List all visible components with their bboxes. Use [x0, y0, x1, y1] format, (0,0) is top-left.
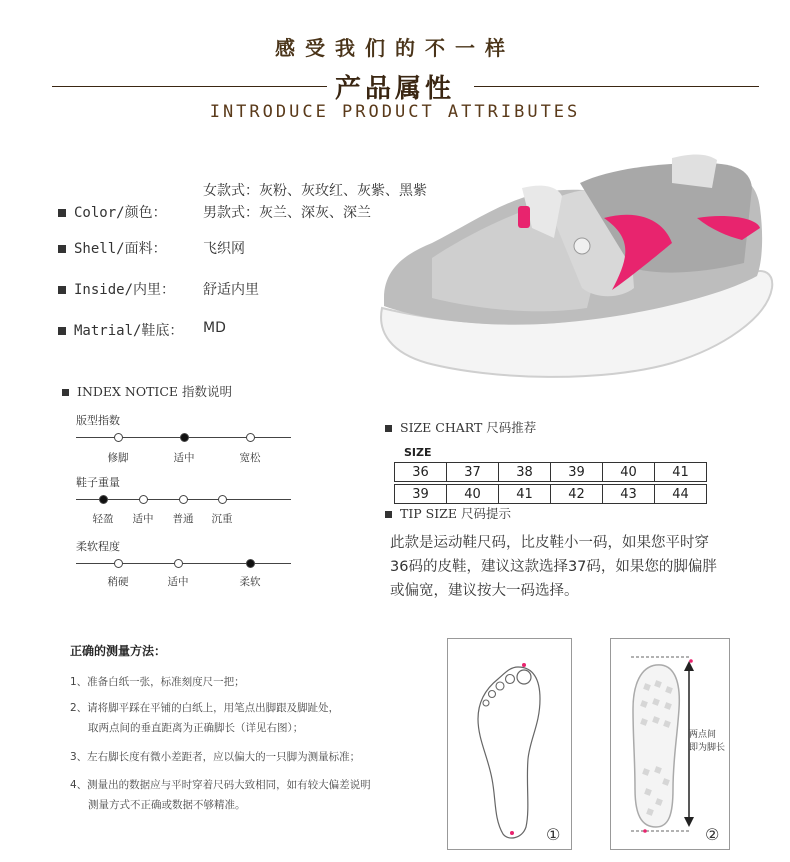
- scale-weight-option: 适中: [132, 513, 154, 525]
- index-notice-heading-text: INDEX NOTICE 指数说明: [77, 384, 233, 399]
- size-table: [394, 462, 707, 482]
- figure2-note: [689, 729, 725, 755]
- scale-fit-dot-selected: [180, 433, 189, 442]
- matrial-label: Matrial/鞋底：: [74, 323, 184, 339]
- bullet-square-icon: [58, 209, 66, 217]
- tip-size-heading-text: TIP SIZE 尺码提示: [400, 506, 511, 521]
- bullet-square-icon: [58, 245, 66, 253]
- bullet-square-icon: [58, 286, 66, 294]
- attr-color-row: [58, 202, 167, 222]
- size-row-women: [395, 463, 707, 482]
- bullet-square-icon: [58, 327, 66, 335]
- inside-value: 舒适内里: [203, 282, 259, 298]
- tip-size-heading: [385, 504, 511, 522]
- page-subtitle: INTRODUCE PRODUCT ATTRIBUTES: [209, 102, 581, 122]
- size-chart-heading: [385, 418, 536, 436]
- foot-figure: [447, 638, 572, 850]
- size-cell: 39: [551, 463, 603, 482]
- scale-soft-dot: [114, 559, 123, 568]
- size-cell: 39: [395, 485, 447, 504]
- size-cell: 41: [499, 485, 551, 504]
- figure2-note-line: 即为脚长: [689, 743, 726, 753]
- scale-weight-dot: [179, 495, 188, 504]
- measurement-step: 2、请将脚平踩在平铺的白纸上，用笔点出脚跟及脚趾处，: [70, 702, 340, 714]
- size-cell: 41: [655, 463, 707, 482]
- scale-soft-title: 柔软程度: [76, 540, 120, 553]
- size-cell: 40: [447, 485, 499, 504]
- size-cell: 43: [603, 485, 655, 504]
- scale-fit-dot: [246, 433, 255, 442]
- tip-size-text: 此款是运动鞋尺码，比皮鞋小一码，如果您平时穿36码的皮鞋，建议这款选择37码，如果您的脚偏胖或偏宽，建议按大一码选择。: [390, 535, 717, 599]
- attr-inside-row: [58, 279, 175, 299]
- attr-shell-row: [58, 238, 167, 258]
- scale-fit-option: 宽松: [239, 452, 261, 464]
- bullet-square-icon: [385, 511, 392, 518]
- scale-weight-dot-selected: [99, 495, 108, 504]
- scale-weight-title: 鞋子重量: [76, 476, 120, 489]
- scale-soft-dot: [174, 559, 183, 568]
- scale-fit-option: 修脚: [107, 452, 129, 464]
- scale-soft-option: 稍硬: [107, 576, 129, 588]
- scale-weight-dot: [218, 495, 227, 504]
- scale-soft-option: 柔软: [239, 576, 261, 588]
- index-notice-heading: [62, 382, 232, 400]
- size-table-men: [394, 484, 707, 504]
- shell-label: Shell/面料：: [74, 241, 167, 257]
- inside-label: Inside/内里：: [74, 282, 176, 298]
- scale-soft-option: 适中: [167, 576, 189, 588]
- color-women-value: 女款式：灰粉、灰玫红、灰紫、黑紫: [203, 183, 427, 199]
- measurement-step: 1、准备白纸一张，标准刻度尺一把；: [70, 676, 245, 688]
- header-tagline: 感受我们的不一样: [275, 36, 515, 60]
- measurement-step: 4、测量出的数据应与平时穿着尺码大致相同，如有较大偏差说明: [70, 779, 371, 791]
- size-cell: 40: [603, 463, 655, 482]
- scale-soft-dot-selected: [246, 559, 255, 568]
- scale-weight-option: 普通: [172, 513, 194, 525]
- shoe-image: [372, 148, 777, 393]
- matrial-value: MD: [203, 320, 226, 336]
- figure2-number: ②: [705, 825, 720, 844]
- size-cell: 42: [551, 485, 603, 504]
- attr-matrial-row: [58, 320, 183, 340]
- size-label: SIZE: [404, 446, 432, 459]
- shell-value: 飞织网: [203, 241, 245, 257]
- size-chart-heading-text: SIZE CHART 尺码推荐: [400, 420, 537, 435]
- scale-weight-option: 轻盈: [92, 513, 114, 525]
- measurement-title: 正确的测量方法：: [70, 644, 167, 658]
- figure1-number: ①: [546, 825, 561, 844]
- sole-figure: [610, 638, 730, 850]
- bullet-square-icon: [385, 425, 392, 432]
- size-cell: 44: [655, 485, 707, 504]
- measurement-step: 3、左右脚长度有微小差距者，应以偏大的一只脚为测量标准；: [70, 751, 361, 763]
- size-row-men: [395, 485, 707, 504]
- scale-fit-dot: [114, 433, 123, 442]
- size-cell: 37: [447, 463, 499, 482]
- measurement-step: 测量方式不正确或数据不够精准。: [88, 799, 246, 811]
- figure2-note-line: 两点间: [689, 730, 717, 740]
- scale-weight-option: 沉重: [211, 513, 233, 525]
- foot-outline-icon: [448, 639, 571, 849]
- scale-soft-line: [76, 563, 291, 564]
- color-men-value: 男款式：灰兰、深灰、深兰: [203, 205, 371, 221]
- scale-fit-title: 版型指数: [76, 414, 120, 427]
- size-cell: 38: [499, 463, 551, 482]
- measurement-step: 取两点间的垂直距离为正确脚长（详见右图）；: [88, 722, 304, 734]
- scale-weight-dot: [139, 495, 148, 504]
- scale-fit-option: 适中: [173, 452, 195, 464]
- page-title: 产品属性: [334, 74, 455, 104]
- bullet-square-icon: [62, 389, 69, 396]
- color-label: Color/颜色：: [74, 205, 167, 221]
- size-cell: 36: [395, 463, 447, 482]
